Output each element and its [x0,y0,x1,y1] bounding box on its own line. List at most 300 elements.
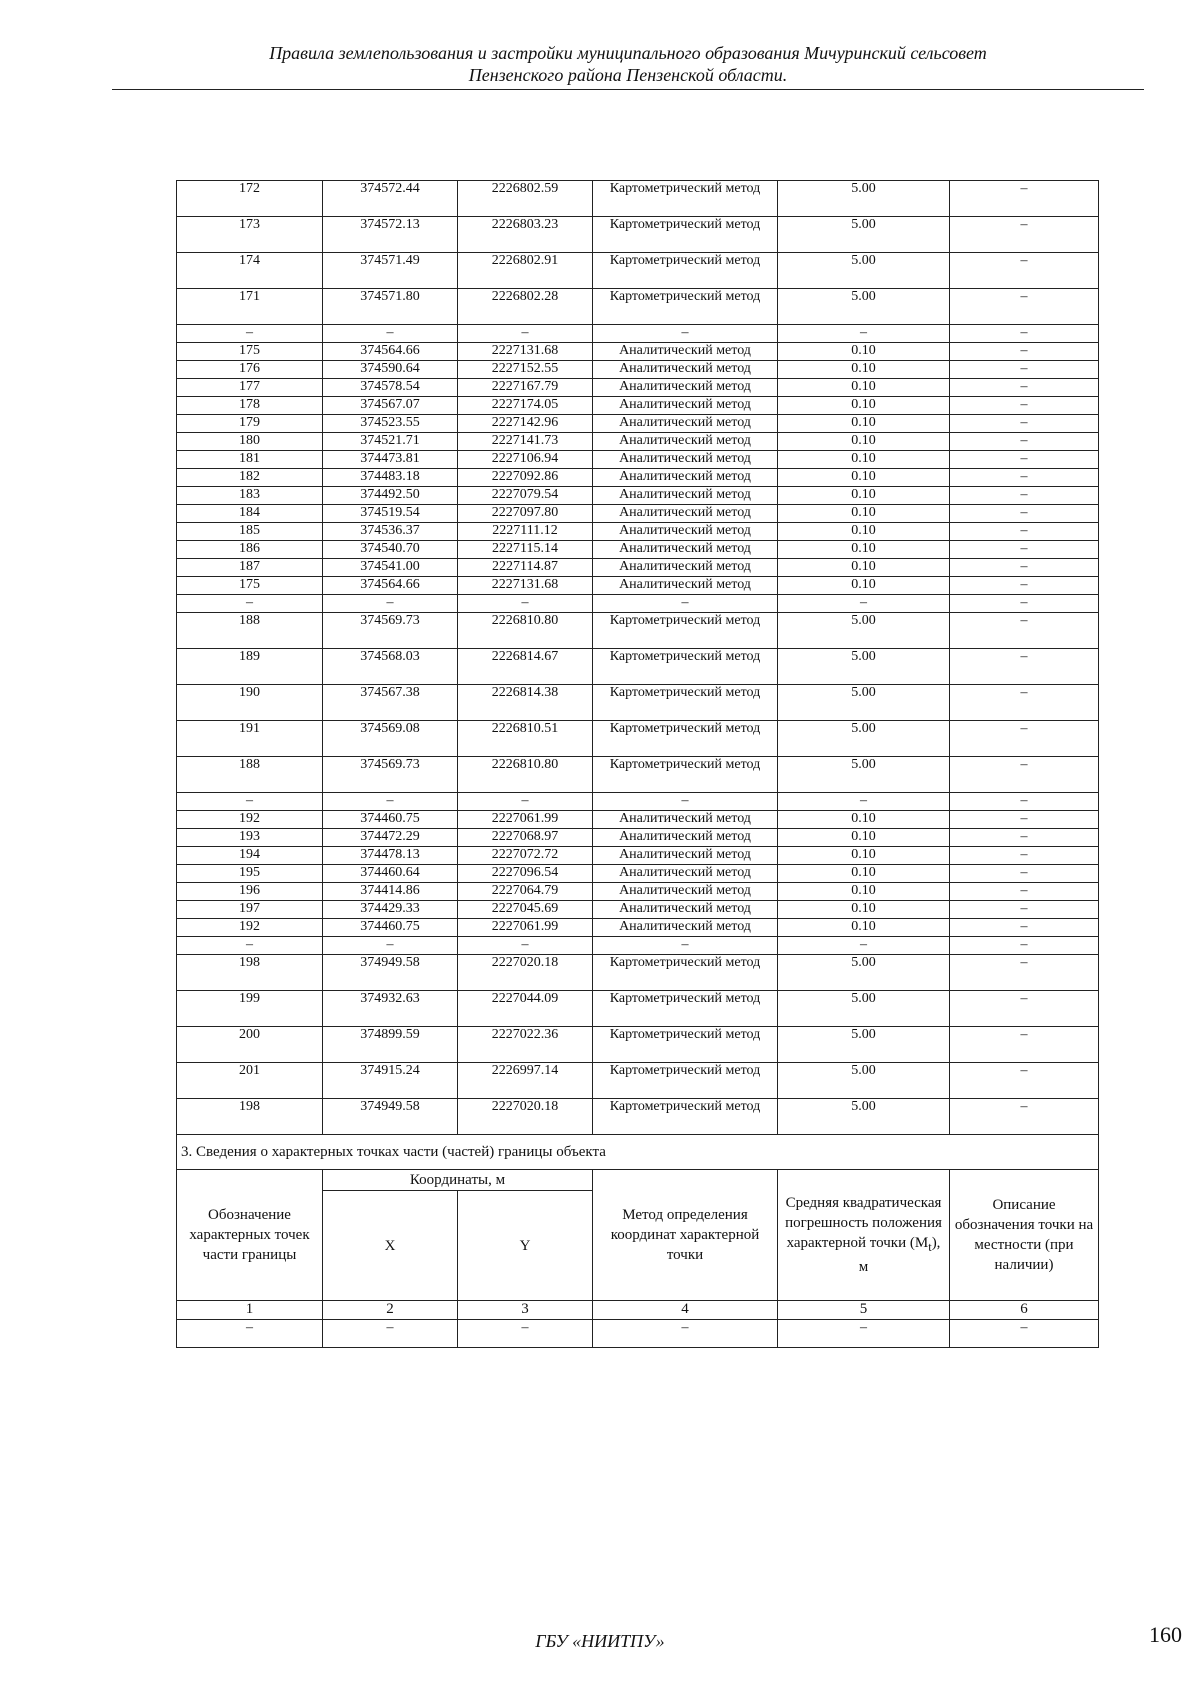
table-row [177,1063,1099,1099]
table-cell: – [950,649,1099,685]
table-cell: Аналитический метод [593,865,778,883]
table-cell: 0.10 [778,415,950,433]
table-cell: 374949.58 [323,955,458,991]
table-cell: 2227044.09 [458,991,593,1027]
table-cell: Картометрический метод [593,289,778,325]
table-cell: 0.10 [778,487,950,505]
table-cell: – [950,829,1099,847]
table-cell: 0.10 [778,883,950,901]
table-row [177,505,1099,523]
table-cell: Картометрический метод [593,721,778,757]
table-row [177,991,1099,1027]
table-cell: 374478.13 [323,847,458,865]
table-cell: – [458,793,593,811]
table-cell: – [950,685,1099,721]
table-cell: 2227079.54 [458,487,593,505]
table-cell: 183 [177,487,323,505]
table-cell: Аналитический метод [593,541,778,559]
table-cell: – [950,757,1099,793]
table-row [177,379,1099,397]
table-row [177,865,1099,883]
table-row [177,1099,1099,1135]
table-row [177,685,1099,721]
table-cell: Картометрический метод [593,1027,778,1063]
table-cell: – [323,595,458,613]
table-row [177,577,1099,595]
table-row [177,937,1099,955]
table-cell: – [950,505,1099,523]
table-cell: 2227152.55 [458,361,593,379]
table-cell: 199 [177,991,323,1027]
section3-block [177,1135,1099,1348]
table-cell: Картометрический метод [593,253,778,289]
table-cell: Картометрический метод [593,757,778,793]
table-cell: 5.00 [778,217,950,253]
table-cell: 5.00 [778,1099,950,1135]
column-number: 1 [177,1301,323,1320]
table-cell: – [950,541,1099,559]
table-cell: 374564.66 [323,343,458,361]
table-cell: 5.00 [778,1027,950,1063]
table-cell: 191 [177,721,323,757]
table-row [177,325,1099,343]
table-row [177,541,1099,559]
table-cell: Аналитический метод [593,397,778,415]
header-mean-error: Средняя квадратическая погрешность положения характерной точки $(М_t)$, м [778,1170,950,1301]
table-cell: – [950,847,1099,865]
table-cell: 2227072.72 [458,847,593,865]
coordinates-table [176,180,1099,1348]
table-row [177,253,1099,289]
table-cell: – [950,595,1099,613]
table-cell: 0.10 [778,469,950,487]
table-cell: 2226802.91 [458,253,593,289]
table-cell: 374536.37 [323,523,458,541]
table-cell: Аналитический метод [593,883,778,901]
table-cell: 197 [177,901,323,919]
table-cell: 0.10 [778,811,950,829]
table-cell: 5.00 [778,685,950,721]
table-cell: 0.10 [778,919,950,937]
page-number: 160 [1149,1622,1182,1647]
table-cell: 2227096.54 [458,865,593,883]
table-cell: 2227114.87 [458,559,593,577]
table-cell: – [177,595,323,613]
table-cell: – [950,1063,1099,1099]
table-cell: 374590.64 [323,361,458,379]
table-cell: 0.10 [778,505,950,523]
table-cell: 374571.80 [323,289,458,325]
table-row [177,289,1099,325]
table-cell: 374564.66 [323,577,458,595]
table-row [177,523,1099,541]
table-cell: 374519.54 [323,505,458,523]
table-cell: 0.10 [778,451,950,469]
table-row [177,397,1099,415]
table-row [177,361,1099,379]
table-cell: – [593,595,778,613]
table-cell: 173 [177,217,323,253]
table-cell: 374949.58 [323,1099,458,1135]
table-cell: 374460.75 [323,919,458,937]
table-cell: 374569.08 [323,721,458,757]
table-cell: – [950,469,1099,487]
table-row [177,487,1099,505]
header-point-designation: Обозначение характерных точек части границы [177,1170,323,1301]
table-cell: – [950,397,1099,415]
table-cell: – [950,523,1099,541]
table-cell: – [458,937,593,955]
column-number: 2 [323,1301,458,1320]
table-cell: 196 [177,883,323,901]
table-cell: 194 [177,847,323,865]
table-row [177,901,1099,919]
table-cell: – [778,793,950,811]
table-cell: 5.00 [778,289,950,325]
table-cell: – [950,325,1099,343]
table-cell: Аналитический метод [593,415,778,433]
table-cell: Картометрический метод [593,649,778,685]
table-cell: – [950,883,1099,901]
table-cell: 0.10 [778,433,950,451]
table-cell: – [323,1320,458,1348]
table-cell: 188 [177,613,323,649]
table-cell: 0.10 [778,379,950,397]
column-number: 6 [950,1301,1099,1320]
table-cell: 2227061.99 [458,811,593,829]
table-cell: – [177,937,323,955]
table-cell: Картометрический метод [593,955,778,991]
table-row [177,847,1099,865]
table-cell: 174 [177,253,323,289]
table-cell: 374460.75 [323,811,458,829]
table-cell: 2227020.18 [458,1099,593,1135]
table-cell: 0.10 [778,343,950,361]
table-cell: Аналитический метод [593,847,778,865]
table-cell: 374568.03 [323,649,458,685]
table-row [177,721,1099,757]
table-cell: 5.00 [778,955,950,991]
table-row [177,883,1099,901]
table-cell: 374540.70 [323,541,458,559]
table-cell: – [950,721,1099,757]
table-cell: 175 [177,577,323,595]
table-cell: 374567.38 [323,685,458,721]
table-cell: 185 [177,523,323,541]
table-cell: – [950,919,1099,937]
table-cell: 186 [177,541,323,559]
table-cell: 2226810.80 [458,613,593,649]
table-row [177,559,1099,577]
header-coordinates: Координаты, м [323,1170,593,1191]
table-cell: 0.10 [778,397,950,415]
table-cell: 5.00 [778,253,950,289]
table-row [177,613,1099,649]
table-cell: – [950,991,1099,1027]
table-cell: – [950,901,1099,919]
table-cell: Аналитический метод [593,919,778,937]
table-cell: 2226802.59 [458,181,593,217]
table-cell: 0.10 [778,829,950,847]
table-cell: 374915.24 [323,1063,458,1099]
table-cell: Аналитический метод [593,559,778,577]
table-cell: 2227111.12 [458,523,593,541]
table-cell: 374569.73 [323,757,458,793]
table-row [177,343,1099,361]
table-cell: – [950,811,1099,829]
table-cell: 178 [177,397,323,415]
table-cell: 187 [177,559,323,577]
table-cell: 2227020.18 [458,955,593,991]
table-cell: 374572.13 [323,217,458,253]
table-cell: 0.10 [778,361,950,379]
table-cell: 5.00 [778,181,950,217]
table-cell: – [458,325,593,343]
table-cell: Аналитический метод [593,523,778,541]
table-cell: 0.10 [778,577,950,595]
table-cell: Аналитический метод [593,433,778,451]
table-cell: Аналитический метод [593,577,778,595]
table-cell: – [950,451,1099,469]
table-cell: 374473.81 [323,451,458,469]
table-cell: 5.00 [778,613,950,649]
table-cell: 5.00 [778,649,950,685]
table-cell: 374541.00 [323,559,458,577]
table-cell: 189 [177,649,323,685]
section3-title: 3. Сведения о характерных точках части (частей) границы объекта [177,1135,1099,1170]
table-cell: – [950,1027,1099,1063]
table-cell: 2227064.79 [458,883,593,901]
table-cell: 374483.18 [323,469,458,487]
table-cell: 172 [177,181,323,217]
table-cell: Аналитический метод [593,505,778,523]
table-cell: Картометрический метод [593,181,778,217]
table-cell: 2227092.86 [458,469,593,487]
table-cell: – [950,217,1099,253]
table-cell: 2227167.79 [458,379,593,397]
table-cell: 0.10 [778,559,950,577]
table-cell: 190 [177,685,323,721]
table-cell: 175 [177,343,323,361]
header-line-1: Правила землепользования и застройки муниципального образования Мичуринский сельсовет [269,43,987,63]
table-cell: Аналитический метод [593,379,778,397]
table-cell: – [950,433,1099,451]
table-cell: 374569.73 [323,613,458,649]
table-cell: Картометрический метод [593,613,778,649]
table-cell: 5.00 [778,991,950,1027]
document-header [112,42,1144,86]
table-cell: 2227115.14 [458,541,593,559]
table-cell: Аналитический метод [593,469,778,487]
table-cell: 5.00 [778,757,950,793]
table-cell: 5.00 [778,721,950,757]
table-cell: 176 [177,361,323,379]
table-cell: 2226802.28 [458,289,593,325]
table-cell: 193 [177,829,323,847]
table-cell: 188 [177,757,323,793]
header-x: X [323,1191,458,1301]
table-cell: – [950,955,1099,991]
table-cell: – [458,1320,593,1348]
table-cell: – [778,1320,950,1348]
table-cell: 2227068.97 [458,829,593,847]
table-cell: Аналитический метод [593,451,778,469]
table-cell: – [778,595,950,613]
table-row [177,217,1099,253]
table-cell: 2227174.05 [458,397,593,415]
table-row [177,757,1099,793]
table-row [177,451,1099,469]
table-cell: – [950,865,1099,883]
table-cell: Картометрический метод [593,217,778,253]
table-cell: 374460.64 [323,865,458,883]
table-cell: 2227097.80 [458,505,593,523]
table-cell: – [950,1320,1099,1348]
table-row [177,469,1099,487]
table-cell: 2226814.38 [458,685,593,721]
section3-empty-row [177,1320,1099,1348]
table-cell: 374472.29 [323,829,458,847]
table-cell: – [950,1099,1099,1135]
table-cell: Картометрический метод [593,1063,778,1099]
table-cell: 374571.49 [323,253,458,289]
table-row [177,181,1099,217]
table-cell: 171 [177,289,323,325]
table-cell: Аналитический метод [593,829,778,847]
column-number: 5 [778,1301,950,1320]
table-cell: – [950,253,1099,289]
table-cell: 200 [177,1027,323,1063]
table-cell: 2226803.23 [458,217,593,253]
table-cell: 2227131.68 [458,343,593,361]
table-cell: Аналитический метод [593,487,778,505]
table-cell: 192 [177,919,323,937]
table-cell: – [950,343,1099,361]
table-cell: 195 [177,865,323,883]
table-cell: – [458,595,593,613]
table-cell: 0.10 [778,847,950,865]
table-cell: – [950,577,1099,595]
table-row [177,829,1099,847]
table-cell: 2226810.80 [458,757,593,793]
table-row [177,415,1099,433]
table-cell: 2226810.51 [458,721,593,757]
table-cell: 374523.55 [323,415,458,433]
table-cell: 374567.07 [323,397,458,415]
table-row [177,793,1099,811]
table-cell: 374578.54 [323,379,458,397]
table-cell: 198 [177,1099,323,1135]
table-cell: 184 [177,505,323,523]
table-cell: 374572.44 [323,181,458,217]
table-cell: 2226997.14 [458,1063,593,1099]
table-row [177,955,1099,991]
header-line-2: Пензенского района Пензенской области. [468,65,788,85]
header-y: Y [458,1191,593,1301]
table-cell: 192 [177,811,323,829]
table-cell: 181 [177,451,323,469]
table-cell: 2227045.69 [458,901,593,919]
table-cell: 2226814.67 [458,649,593,685]
table-cell: 201 [177,1063,323,1099]
table-cell: – [177,325,323,343]
header-description: Описание обозначения точки на местности (при наличии) [950,1170,1099,1301]
table-cell: – [950,559,1099,577]
table-cell: 2227141.73 [458,433,593,451]
table-row [177,1027,1099,1063]
table-cell: 374521.71 [323,433,458,451]
table-cell: – [593,937,778,955]
table-cell: – [950,361,1099,379]
column-numbers-row [177,1301,1099,1320]
table-cell: 182 [177,469,323,487]
footer-organization: ГБУ «НИИТПУ» [535,1631,665,1651]
table-cell: Аналитический метод [593,811,778,829]
table-cell: 198 [177,955,323,991]
table-cell: 177 [177,379,323,397]
table-cell: – [778,937,950,955]
table-cell: 0.10 [778,901,950,919]
table-cell: 0.10 [778,541,950,559]
table-cell: Аналитический метод [593,343,778,361]
table-cell: – [950,415,1099,433]
table-cell: 180 [177,433,323,451]
header-rule [112,89,1144,90]
table-cell: 374899.59 [323,1027,458,1063]
table-cell: 374414.86 [323,883,458,901]
table-cell: Аналитический метод [593,901,778,919]
table-cell: Картометрический метод [593,1099,778,1135]
table-cell: 179 [177,415,323,433]
table-row [177,811,1099,829]
table-cell: – [323,325,458,343]
table-cell: – [950,487,1099,505]
table-cell: – [177,793,323,811]
table-row [177,433,1099,451]
table-cell: 374429.33 [323,901,458,919]
table-cell: – [177,1320,323,1348]
table-cell: – [593,793,778,811]
table-cell: Картометрический метод [593,685,778,721]
table-cell: 5.00 [778,1063,950,1099]
table-cell: – [950,289,1099,325]
table-cell: 374932.63 [323,991,458,1027]
table-cell: 0.10 [778,865,950,883]
table-row [177,919,1099,937]
table-cell: – [950,379,1099,397]
table-cell: 2227131.68 [458,577,593,595]
table-cell: 2227142.96 [458,415,593,433]
table-cell: – [593,325,778,343]
table-cell: 2227061.99 [458,919,593,937]
header-method: Метод определения координат характерной точки [593,1170,778,1301]
column-number: 3 [458,1301,593,1320]
table-cell: – [593,1320,778,1348]
coordinates-table-body [177,181,1099,1135]
table-cell: – [778,325,950,343]
table-cell: Картометрический метод [593,991,778,1027]
table-row [177,649,1099,685]
column-number: 4 [593,1301,778,1320]
table-row [177,595,1099,613]
table-cell: 0.10 [778,523,950,541]
table-cell: 2227106.94 [458,451,593,469]
table-cell: – [950,793,1099,811]
table-cell: – [950,181,1099,217]
table-cell: 374492.50 [323,487,458,505]
table-cell: 2227022.36 [458,1027,593,1063]
table-cell: Аналитический метод [593,361,778,379]
